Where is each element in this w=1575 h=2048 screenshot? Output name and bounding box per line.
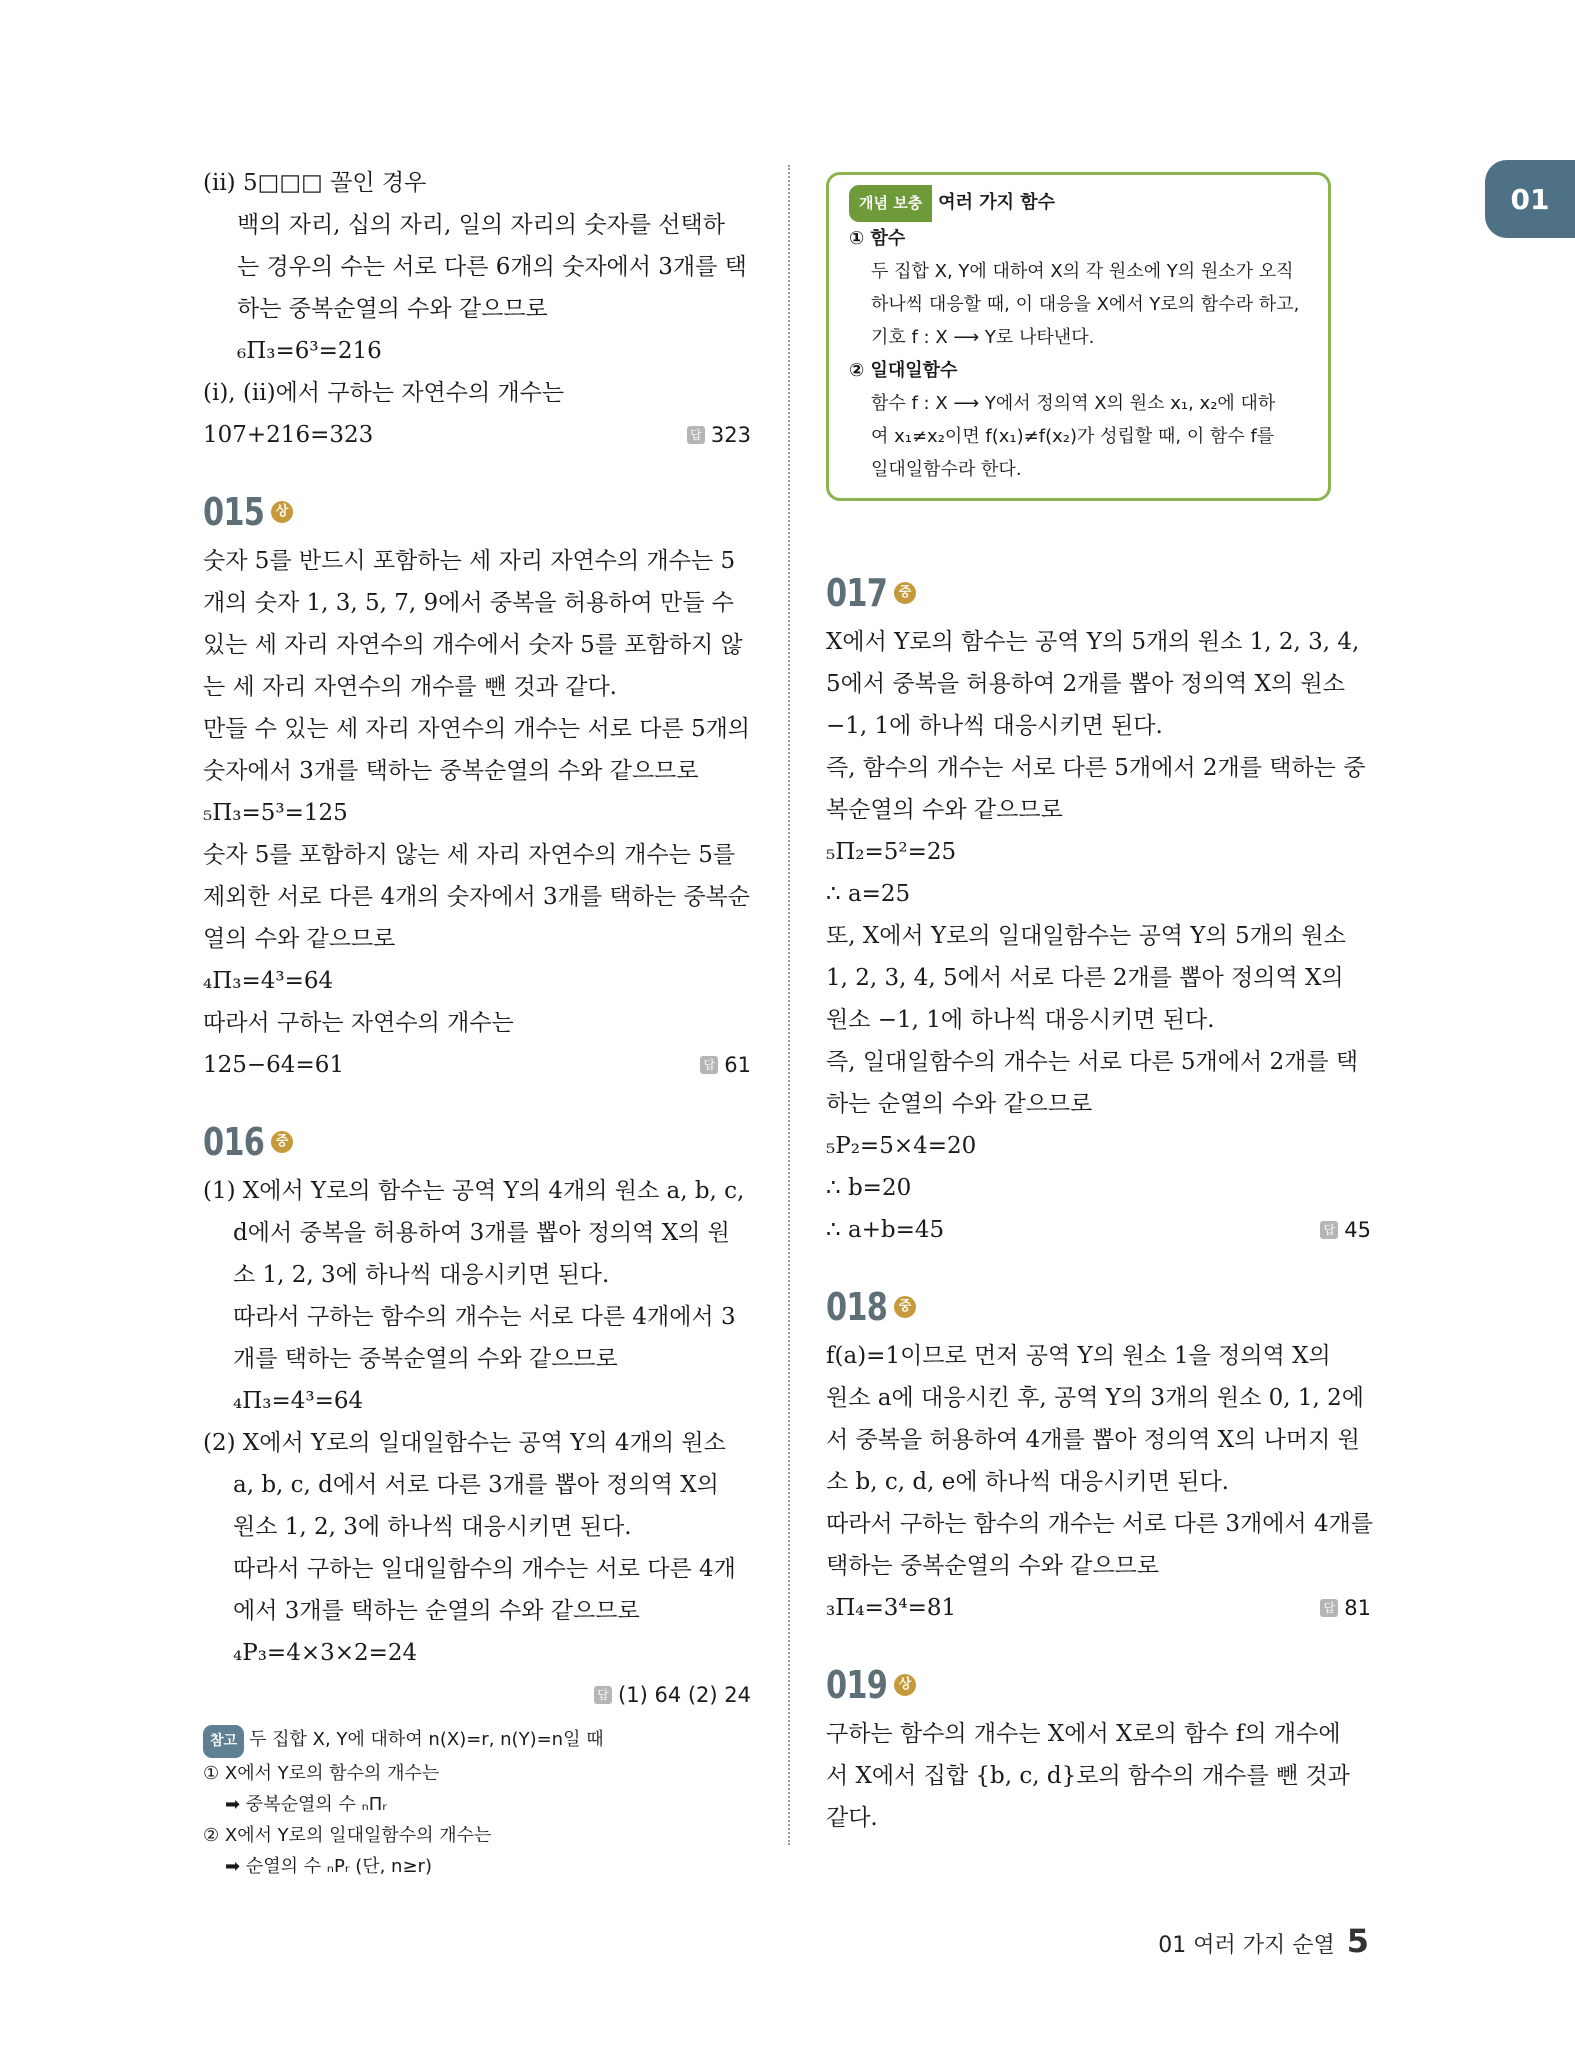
problem-number: 017 [826,571,888,615]
concept-line: 함수 f : X ⟶ Y에서 정의역 X의 원소 x₁, x₂에 대하 [871,393,1276,414]
difficulty-badge: 상 [894,1674,916,1696]
answer-icon: 답 [1320,1221,1338,1239]
text-line: −1, 1에 하나씩 대응시키면 된다. [826,713,1163,739]
answer-icon: 답 [1320,1599,1338,1617]
column-divider [788,165,790,1845]
text-line: 1, 2, 3, 4, 5에서 서로 다른 2개를 뽑아 정의역 X의 [826,965,1344,991]
text-line: 하는 순열의 수와 같으므로 [826,1091,1093,1117]
text-line: 즉, 일대일함수의 개수는 서로 다른 5개에서 2개를 택 [826,1049,1359,1075]
formula: ₄Π₃=4³=64 [203,968,334,994]
answer-row [203,1674,751,1716]
difficulty-badge: 중 [894,1296,916,1318]
problem-heading-017 [826,571,1371,615]
formula: ₆Π₃=6³=216 [237,338,382,364]
formula: ₅P₂=5×4=20 [826,1133,977,1159]
text-line: 서 X에서 집합 {b, c, d}로의 함수의 개수를 뺀 것과 [826,1763,1350,1789]
text-line: (ⅰ), (ⅱ)에서 구하는 자연수의 개수는 [203,380,565,406]
problem-number: 015 [203,490,265,534]
chapter-tab: 01 [1485,160,1575,238]
formula: ₄P₃=4×3×2=24 [233,1640,418,1666]
answer-row [826,1587,1371,1629]
concept-line: 하나씩 대응할 때, 이 대응을 X에서 Y로의 함수라 하고, [871,294,1300,315]
text-line: 에서 3개를 택하는 순열의 수와 같으므로 [233,1598,640,1624]
answer [700,1044,751,1086]
note-line: ② X에서 Y로의 일대일함수의 개수는 [203,1825,492,1846]
answer-row [203,414,751,456]
answer-icon: 답 [687,426,705,444]
note-tag: 참고 [203,1725,244,1758]
text-line: (2) X에서 Y로의 일대일함수는 공역 Y의 4개의 원소 [203,1430,726,1456]
answer-value: 61 [724,1053,751,1077]
formula: ₄Π₃=4³=64 [233,1388,364,1414]
concept-line: 두 집합 X, Y에 대하여 X의 각 원소에 Y의 원소가 오직 [871,261,1294,282]
text-line: 숫자에서 3개를 택하는 중복순열의 수와 같으므로 [203,758,699,784]
problem-number: 018 [826,1285,888,1329]
right-column [826,162,1374,1839]
text-line: 따라서 구하는 일대일함수의 개수는 서로 다른 4개 [233,1556,736,1582]
concept-line: ① 함수 [849,228,906,249]
answer [687,414,751,456]
text-line: 따라서 구하는 함수의 개수는 서로 다른 3개에서 4개를 [826,1511,1374,1537]
answer-value: (1) 64 (2) 24 [618,1683,751,1707]
text-line: 개의 숫자 1, 3, 5, 7, 9에서 중복을 허용하여 만들 수 [203,590,735,616]
text-line: a, b, c, d에서 서로 다른 3개를 뽑아 정의역 X의 [233,1472,719,1498]
answer-row [203,1044,751,1086]
text-line: 따라서 구하는 자연수의 개수는 [203,1010,514,1036]
text-line: (1) X에서 Y로의 함수는 공역 Y의 4개의 원소 a, b, c, [203,1178,745,1204]
difficulty-badge: 중 [894,582,916,604]
text-line: d에서 중복을 허용하여 3개를 뽑아 정의역 X의 원 [233,1220,730,1246]
text-line: 는 세 자리 자연수의 개수를 뺀 것과 같다. [203,674,617,700]
concept-line: 여 x₁≠x₂이면 f(x₁)≠f(x₂)가 성립할 때, 이 함수 f를 [871,426,1275,447]
page-number: 5 [1346,1922,1369,1960]
text-line: 원소 a에 대응시킨 후, 공역 Y의 3개의 원소 0, 1, 2에 [826,1385,1364,1411]
concept-tag: 개념 보충 [849,185,932,222]
answer [1320,1209,1371,1251]
text-line: 만들 수 있는 세 자리 자연수의 개수는 서로 다른 5개의 [203,716,751,742]
text-line: 제외한 서로 다른 4개의 숫자에서 3개를 택하는 중복순 [203,884,751,910]
text-line: 개를 택하는 중복순열의 수와 같으므로 [233,1346,618,1372]
answer-value: 323 [710,423,751,447]
text-line: 택하는 중복순열의 수와 같으므로 [826,1553,1159,1579]
text-line: 소 1, 2, 3에 하나씩 대응시키면 된다. [233,1262,610,1288]
formula: 107+216=323 [203,422,374,448]
problem-heading-016 [203,1120,751,1164]
formula: ∴ a+b=45 [826,1217,945,1243]
text-line: 는 경우의 수는 서로 다른 6개의 숫자에서 3개를 택 [237,254,747,280]
concept-title: 여러 가지 함수 [938,192,1056,213]
concept-line: 일대일함수라 한다. [871,459,1022,480]
text-line: 또, X에서 Y로의 일대일함수는 공역 Y의 5개의 원소 [826,923,1346,949]
text-line: 소 b, c, d, e에 하나씩 대응시키면 된다. [826,1469,1229,1495]
text-line: 백의 자리, 십의 자리, 일의 자리의 숫자를 선택하 [237,212,725,238]
formula: ∴ a=25 [826,881,911,907]
formula: ∴ b=20 [826,1175,912,1201]
formula: ₅Π₃=5³=125 [203,800,348,826]
answer-icon: 답 [700,1056,718,1074]
chapter-title: 01 여러 가지 순열 [1158,1933,1335,1958]
reference-note [203,1724,751,1882]
text-line: 즉, 함수의 개수는 서로 다른 5개에서 2개를 택하는 중 [826,755,1366,781]
concept-box [826,172,1331,501]
difficulty-badge: 중 [271,1131,293,1153]
text-line: 열의 수와 같으므로 [203,926,396,952]
formula: 125−64=61 [203,1052,344,1078]
text-line: 복순열의 수와 같으므로 [826,797,1063,823]
left-column [203,162,751,1882]
note-line: 두 집합 X, Y에 대하여 n(X)=r, n(Y)=n일 때 [249,1729,604,1750]
difficulty-badge: 상 [271,501,293,523]
text-line: 하는 중복순열의 수와 같으므로 [237,296,548,322]
note-line: ➡ 중복순열의 수 ₙΠᵣ [225,1794,387,1815]
answer-row [826,1209,1371,1251]
text-line: f(a)=1이므로 먼저 공역 Y의 원소 1을 정의역 X의 [826,1343,1331,1369]
text-line: 따라서 구하는 함수의 개수는 서로 다른 4개에서 3 [233,1304,736,1330]
note-line: ➡ 순열의 수 ₙPᵣ (단, n≥r) [225,1856,432,1877]
text-line: 있는 세 자리 자연수의 개수에서 숫자 5를 포함하지 않 [203,632,743,658]
text-line: 구하는 함수의 개수는 X에서 X로의 함수 f의 개수에 [826,1721,1341,1747]
page-footer [1158,1922,1369,1960]
answer-value: 81 [1344,1596,1371,1620]
text-line: X에서 Y로의 함수는 공역 Y의 5개의 원소 1, 2, 3, 4, [826,629,1360,655]
problem-heading-015 [203,490,751,534]
problem-heading-018 [826,1285,1371,1329]
text-line: (ⅱ) 5□□□ 꼴인 경우 [203,170,427,196]
text-line: 같다. [826,1805,878,1831]
answer [594,1674,751,1716]
text-line: 원소 1, 2, 3에 하나씩 대응시키면 된다. [233,1514,632,1540]
problem-number: 019 [826,1663,888,1707]
text-line: 원소 −1, 1에 하나씩 대응시키면 된다. [826,1007,1215,1033]
problem-number: 016 [203,1120,265,1164]
concept-line: 기호 f : X ⟶ Y로 나타낸다. [871,327,1095,348]
text-line: 숫자 5를 반드시 포함하는 세 자리 자연수의 개수는 5 [203,548,736,574]
text-line: 서 중복을 허용하여 4개를 뽑아 정의역 X의 나머지 원 [826,1427,1360,1453]
note-line: ① X에서 Y로의 함수의 개수는 [203,1763,440,1784]
answer [1320,1587,1371,1629]
formula: ₃Π₄=3⁴=81 [826,1595,957,1621]
answer-icon: 답 [594,1686,612,1704]
problem-heading-019 [826,1663,1371,1707]
text-line: 숫자 5를 포함하지 않는 세 자리 자연수의 개수는 5를 [203,842,736,868]
text-line: 5에서 중복을 허용하여 2개를 뽑아 정의역 X의 원소 [826,671,1345,697]
concept-line: ② 일대일함수 [849,360,958,381]
answer-value: 45 [1344,1218,1371,1242]
formula: ₅Π₂=5²=25 [826,839,957,865]
